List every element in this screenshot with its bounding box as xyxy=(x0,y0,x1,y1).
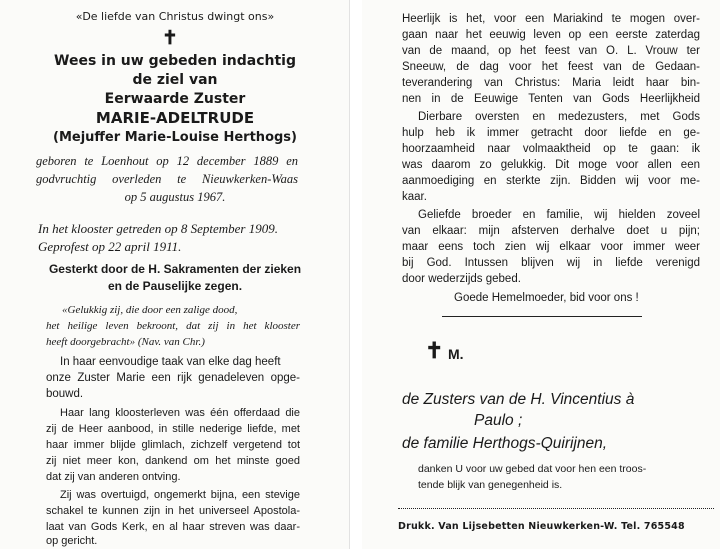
r-para3-line-4: bij God. Intussen blijven wij in liefde verenigd xyxy=(402,257,700,269)
printer-credit: Drukk. Van Lijsebetten Nieuwkerken-W. Tel. 765548 xyxy=(398,521,685,532)
civil-name: (Mejuffer Marie-Louise Herthogs) xyxy=(53,130,297,145)
sisters-line-1: de Zusters van de H. Vincentius à xyxy=(402,391,635,408)
para3-line-3: laat van Gods Kerk, en al haar streven was daar- xyxy=(46,521,300,533)
prayer-line-2: de ziel van xyxy=(132,72,218,88)
r-para2-line-6: kaar. xyxy=(402,191,427,203)
para2-line-4: zij niet meer kon, dankend om het minste goed xyxy=(46,455,300,467)
r-para2-line-1: Dierbare oversten en medezusters, met Gods xyxy=(418,111,700,123)
left-page xyxy=(0,0,350,549)
bio-line-2: godvruchtig overleden te Nieuwkerken-Waas xyxy=(36,172,298,186)
r-para2-line-4: was daarom zo gelukkig. Dit moge voor allen een xyxy=(402,159,700,171)
motto: «De liefde van Christus dwingt ons» xyxy=(75,10,275,23)
cross-icon: ✝ xyxy=(425,338,444,364)
sacraments-line-1: Gesterkt door de H. Sakramenten der zieken xyxy=(48,262,302,276)
family-line: de familie Herthogs-Quirijnen, xyxy=(402,435,608,452)
thanks-line-2: tende blijk van genegenheid is. xyxy=(418,479,563,491)
para2-line-1: Haar lang kloosterleven was één offerdaad die xyxy=(60,407,300,419)
para3-line-4: op gericht. xyxy=(46,535,98,547)
bio-line-1: geboren te Loenhout op 12 december 1889 en xyxy=(36,154,298,168)
r-para1-line-6: nen in de Eeuwige Tenten van Gods Heerlijkheid xyxy=(402,93,700,105)
r-para2-line-5: aanmoediging en sterkte zijn. Bidden wij voor me- xyxy=(402,175,700,187)
bio-line-3: op 5 augustus 1967. xyxy=(124,190,226,204)
prayer-line-1: Wees in uw gebeden indachtig xyxy=(54,53,296,69)
para2-line-2: zij de Heer aanbood, in stille nederige liefde, met xyxy=(46,423,300,435)
divider-line xyxy=(442,316,642,317)
quote-line-3: heeft doorgebracht» (Nav. van Chr.) xyxy=(46,336,205,348)
r-para1-line-5: teverandering van Christus: Maria leidt haar bin- xyxy=(402,77,700,89)
honorific: Eerwaarde Zuster xyxy=(104,91,246,107)
m-abbreviation: M. xyxy=(448,346,464,362)
para2-line-5: dat zij van anderen ontving. xyxy=(46,471,181,483)
r-para3-line-5: door wederzijds gebed. xyxy=(402,273,521,285)
right-page xyxy=(362,0,720,549)
convent-line-2: Geprofest op 22 april 1911. xyxy=(38,239,182,254)
deceased-name: MARIE-ADELTRUDE xyxy=(95,109,255,127)
r-para3-line-3: maar eens toch zien wij elkaar voor immer weer xyxy=(402,241,700,253)
closing-invocation: Goede Hemelmoeder, bid voor ons ! xyxy=(454,292,639,304)
cross-icon: ✝ xyxy=(162,27,178,49)
quote-line-1: «Gelukkig zij, die door een zalige dood, xyxy=(62,304,238,316)
footer-rule xyxy=(398,508,714,509)
thanks-line-1: danken U voor uw gebed dat voor hen een troos- xyxy=(418,463,647,475)
r-para1-line-3: van de maand, op het feest van O. L. Vrouw ter xyxy=(402,45,700,57)
para3-line-2: schakel te kunnen zijn in het universeel Apostola- xyxy=(46,505,300,517)
r-para2-line-3: hoorzaamheid naar volmaaktheid op te gaan: ik xyxy=(402,143,700,155)
convent-line-1: In het klooster getreden op 8 September 1909. xyxy=(38,221,278,236)
para1-line-1: In haar eenvoudige taak van elke dag heeft xyxy=(60,356,281,368)
r-para1-line-2: gaan naar het eeuwig leven op een eerste zaterdag xyxy=(402,29,700,41)
r-para1-line-1: Heerlijk is het, voor een Mariakind te mogen over- xyxy=(402,13,700,25)
para1-line-3: bouwd. xyxy=(46,388,84,400)
r-para3-line-2: van elkaar: mijn afsterven derhalve doet u pijn; xyxy=(402,225,700,237)
sisters-line-2: Paulo ; xyxy=(474,412,523,429)
quote-line-2: het heilige leven bekroont, dat zij in het klooster xyxy=(46,320,300,332)
r-para3-line-1: Geliefde broeder en familie, wij hielden zoveel xyxy=(418,209,700,221)
r-para1-line-4: Sneeuw, de dag voor het feest van de Gedaan- xyxy=(402,61,700,73)
para2-line-3: haar immer blijde glimlach, zichzelf vergetend tot xyxy=(46,439,300,451)
sacraments-line-2: en de Pauselijke zegen. xyxy=(107,279,243,293)
r-para2-line-2: hulp heb ik immer getracht door liefde en ge- xyxy=(402,127,700,139)
para1-line-2: onze Zuster Marie een rijk genadeleven opge- xyxy=(46,372,300,384)
para3-line-1: Zij was overtuigd, ongemerkt bijna, een stevige xyxy=(60,489,300,501)
